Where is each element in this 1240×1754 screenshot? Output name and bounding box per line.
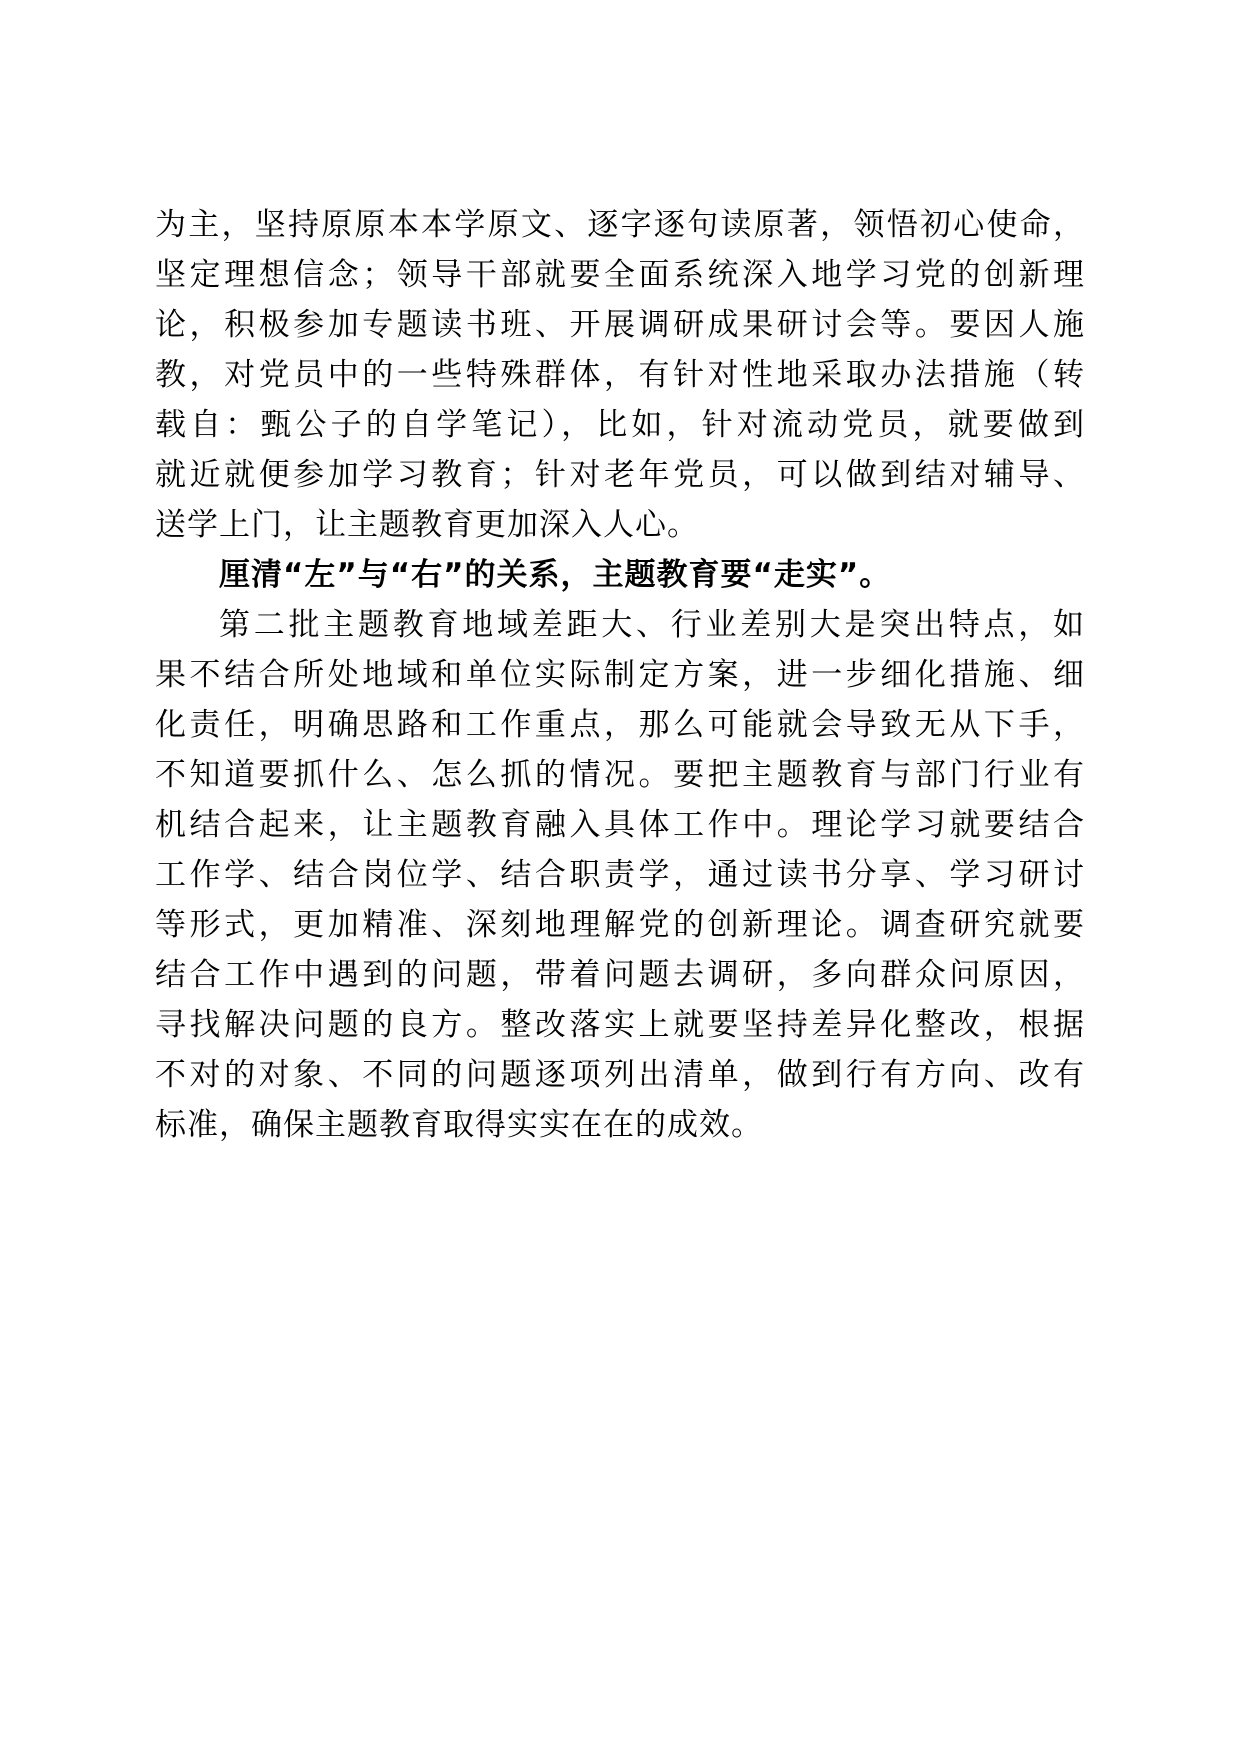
paragraph-1-line: 送学上门，让主题教育更加深入人心。 — [155, 507, 699, 543]
paragraph-2-line: 果不结合所处地域和单位实际制定方案，进一步细化措施、细 — [155, 657, 1085, 693]
paragraph-1-line: 载自：甄公子的自学笔记），比如，针对流动党员，就要做到 — [155, 407, 1085, 443]
paragraph-2-line: 机结合起来，让主题教育融入具体工作中。理论学习就要结合 — [155, 807, 1085, 843]
paragraph-2-line: 等形式，更加精准、深刻地理解党的创新理论。调查研究就要 — [155, 907, 1085, 943]
paragraph-1-line: 论，积极参加专题读书班、开展调研成果研讨会等。要因人施 — [155, 307, 1085, 343]
paragraph-1-line: 教，对党员中的一些特殊群体，有针对性地采取办法措施（转 — [155, 357, 1085, 393]
paragraph-1 — [155, 200, 1085, 550]
paragraph-2-line: 第二批主题教育地域差距大、行业差别大是突出特点，如 — [219, 607, 1085, 643]
paragraph-2 — [155, 600, 1085, 1150]
paragraph-2-line: 工作学、结合岗位学、结合职责学，通过读书分享、学习研讨 — [155, 857, 1085, 893]
paragraph-1-line: 坚定理想信念；领导干部就要全面系统深入地学习党的创新理 — [155, 257, 1085, 293]
paragraph-2-line: 不对的对象、不同的问题逐项列出清单，做到行有方向、改有 — [155, 1057, 1085, 1093]
document-body — [155, 200, 1085, 1150]
paragraph-2-line: 标准，确保主题教育取得实实在在的成效。 — [155, 1107, 763, 1143]
paragraph-2-line: 不知道要抓什么、怎么抓的情况。要把主题教育与部门行业有 — [155, 757, 1085, 793]
section-heading: 厘清“左”与“右”的关系，主题教育要“走实”。 — [219, 557, 892, 593]
paragraph-1-line: 就近就便参加学习教育；针对老年党员，可以做到结对辅导、 — [155, 457, 1085, 493]
paragraph-1-line: 为主，坚持原原本本学原文、逐字逐句读原著，领悟初心使命， — [155, 207, 1085, 243]
paragraph-2-line: 结合工作中遇到的问题，带着问题去调研，多向群众问原因， — [155, 957, 1085, 993]
paragraph-2-line: 寻找解决问题的良方。整改落实上就要坚持差异化整改，根据 — [155, 1007, 1085, 1043]
paragraph-2-line: 化责任，明确思路和工作重点，那么可能就会导致无从下手， — [155, 707, 1085, 743]
